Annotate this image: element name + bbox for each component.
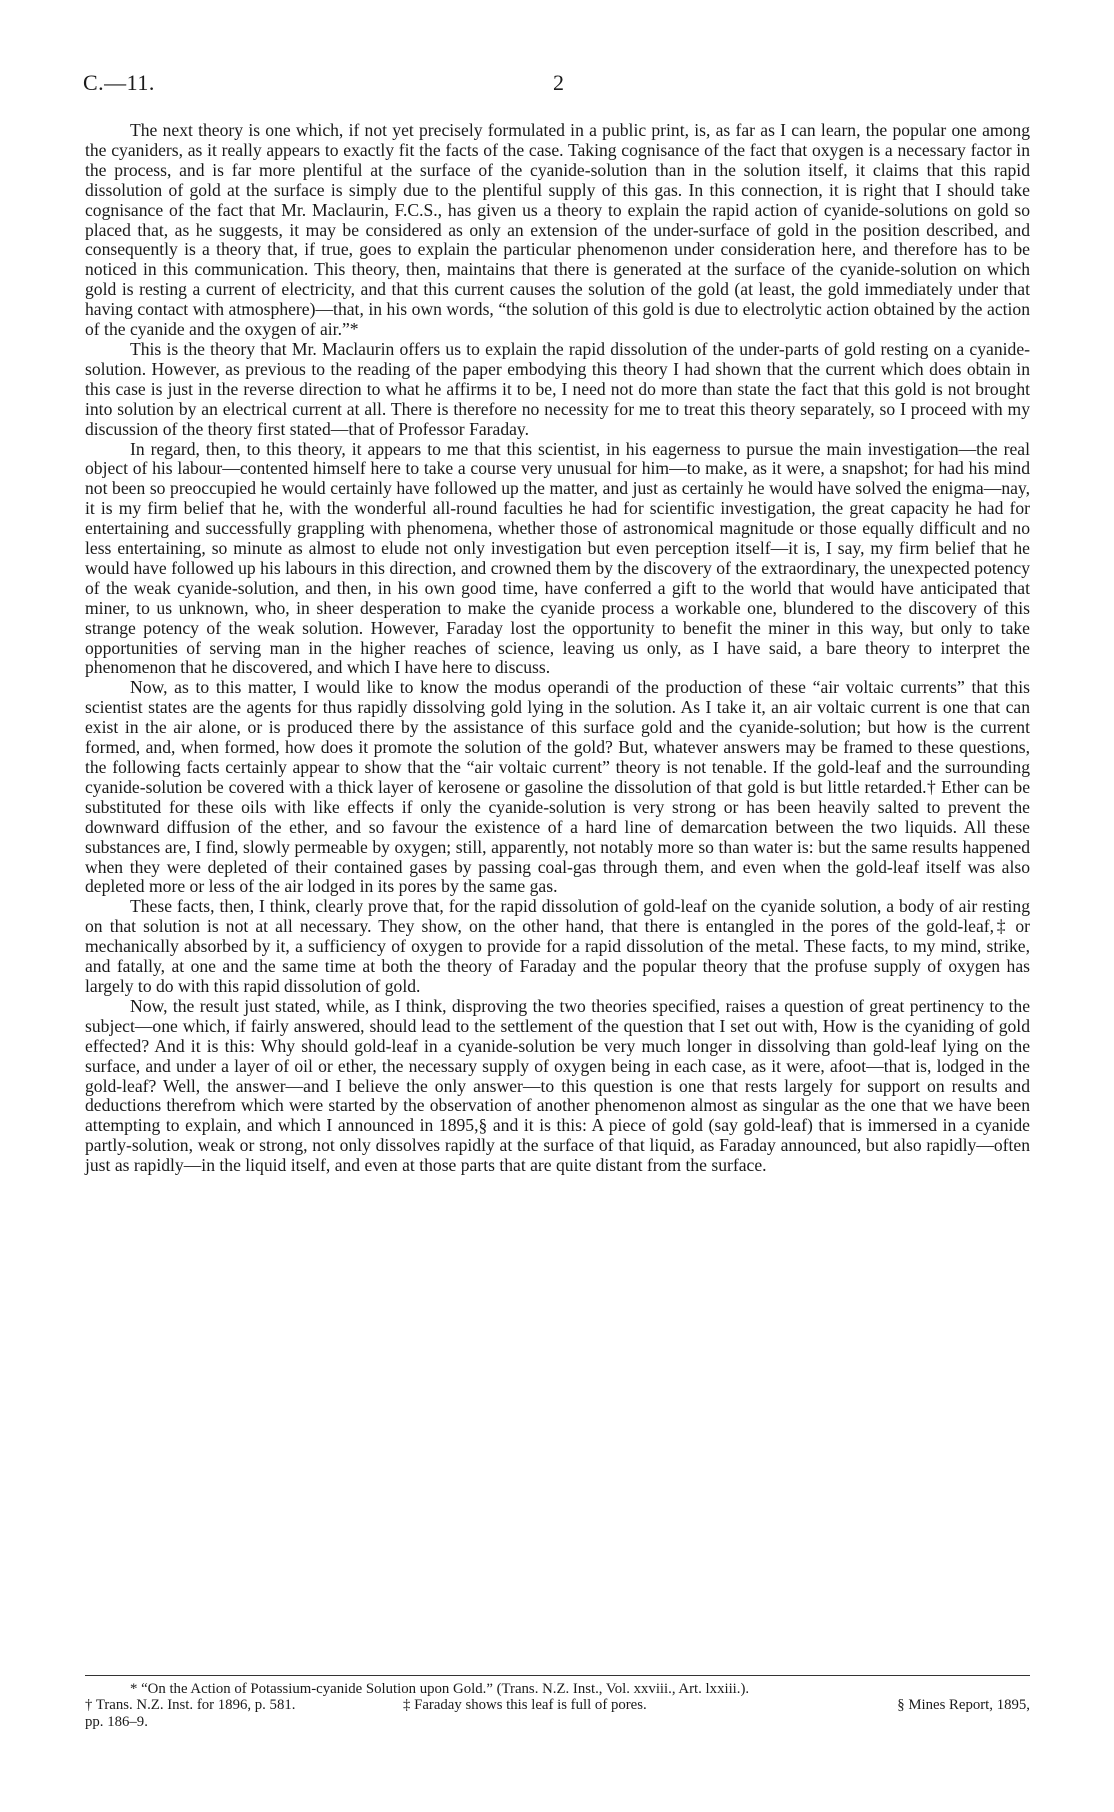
paragraph: The next theory is one which, if not yet precisely formulated in a public print, is, as far as I can learn, the popular one among the cyaniders, as it really appears to exactly fit the facts of the case. Taking cognisance of the fact that oxygen is a necessary factor in the process, and is far more plentiful at the surface of the cyanide-solution than in the solution itself, it claims that this rapid dissolution of gold at the surface is simply due to the plentiful supply of this gas. In this connection, it is right that I should take cognisance of the fact that Mr. Maclaurin, F.C.S., has given us a theory to explain the rapid action of cyanide-solutions on gold so placed that, as he suggests, it may be considered as only an extension of the under-surface of gold in the position described, and consequently is a theory that, if true, goes to explain the particular phenomenon under consideration here, and therefore has to be noticed in this communication. This theory, then, maintains that there is generated at the surface of the cyanide-solution on which gold is resting a current of electricity, and that this current causes the solution of the gold (at least, the gold immediately under that having contact with atmosphere)—that, in his own words, “the solution of this gold is due to electrolytic action obtained by the action of the cyanide and the oxygen of air.”* [85, 120, 1030, 340]
footnote-divider [85, 1675, 1030, 1676]
paragraph: This is the theory that Mr. Maclaurin offers us to explain the rapid dissolution of the under-parts of gold resting on a cyanide-solution. However, as previous to the reading of the paper embodying this theory I had shown that the current which does obtain in this case is just in the reverse direction to what he affirms it to be, I need not do more than state the fact that this gold is not brought into solution by an electrical current at all. There is therefore no necessity for me to treat this theory separately, so I proceed with my discussion of the theory first stated—that of Professor Faraday. [85, 338, 1030, 439]
footnote-section-continued: pp. 186–9. [85, 1714, 148, 1731]
footnote-dagger: † Trans. N.Z. Inst. for 1896, p. 581. [85, 1697, 296, 1714]
body-text [85, 121, 1030, 1176]
footnote-double-dagger: ‡ Faraday shows this leaf is full of pores. [403, 1697, 647, 1714]
paragraph: These facts, then, I think, clearly prove that, for the rapid dissolution of gold-leaf on the cyanide solution, a body of air resting on that solution is not at all necessary. They show, on the other hand, that there is entangled in the pores of the gold-leaf,‡ or mechanically absorbed by it, a sufficiency of oxygen to provide for a rapid dissolution of the metal. These facts, to my mind, strike, and fatally, at one and the same time at both the theory of Faraday and the popular theory that the profuse supply of oxygen has largely to do with this rapid dissolution of gold. [85, 896, 1030, 996]
document-code: C.—11. [83, 70, 155, 95]
footnote-star: * “On the Action of Potassium-cyanide Solution upon Gold.” (Trans. N.Z. Inst., Vol. xxviii., Art. lxxiii.). [130, 1681, 750, 1697]
paragraph: Now, the result just stated, while, as I think, disproving the two theories specified, raises a question of great pertinency to the subject—one which, if fairly answered, should lead to the settlement of the question that I set out with, How is the cyaniding of gold effected? And it is this: Why should gold-leaf in a cyanide-solution be very much longer in dissolving than gold-leaf lying on the surface, and under a layer of oil or ether, the necessary supply of oxygen being in each case, as it were, afoot—that is, lodged in the gold-leaf? Well, the answer—and I believe the only answer—to this question is one that rests largely for support on results and deductions therefrom which were started by the observation of another phenomenon almost as singular as the one that we have been attempting to explain, and which I announced in 1895,§ and it is this: A piece of gold (say gold-leaf) that is immersed in a cyanide partly-solution, weak or strong, not only dissolves rapidly at the surface of that liquid, as Faraday announced, but also rapidly—often just as rapidly—in the liquid itself, and even at those parts that are quite distant from the surface. [85, 995, 1030, 1176]
paragraph: In regard, then, to this theory, it appears to me that this scientist, in his eagerness to pursue the main investigation—the real object of his labour—contented himself here to take a course very unusual for him—to make, as it were, a snapshot; for had his mind not been so preoccupied he would certainly have followed up the matter, and just as certainly he would have solved the enigma—nay, it is my firm belief that he, with the wonderful all-round faculties he had for scientific investigation, the great capacity he had for entertaining and successfully grappling with phenomena, whether those of astronomical magnitude or those equally difficult and no less entertaining, so minute as almost to elude not only investigation but even perception itself—it is, I say, my firm belief that he would have followed up his labours in this direction, and crowned them by the discovery of the extraordinary, the unexpected potency of the weak cyanide-solution, and then, in his own good time, have conferred a gift to the world that would have anticipated that miner, to us unknown, who, in sheer desperation to make the cyanide process a workable one, blundered to the discovery of this strange potency of the weak solution. However, Faraday lost the opportunity to benefit the miner in this way, but only to take opportunities of serving man in the higher reaches of science, leaving us only, as I have said, a bare theory to interpret the phenomenon that he discovered, and which I have here to discuss. [85, 438, 1030, 678]
footnotes [85, 1681, 1030, 1731]
page-number: 2 [553, 70, 564, 95]
footnote-row [85, 1697, 1030, 1714]
footnote-section: § Mines Report, 1895, [897, 1697, 1030, 1714]
paragraph: Now, as to this matter, I would like to know the modus operandi of the production of these “air voltaic currents” that this scientist states are the agents for thus rapidly dissolving gold lying in the solution. As I take it, an air voltaic current is one that can exist in the air alone, or is produced there by the assistance of this surface gold and the cyanide-solution; but how is the current formed, and, when formed, how does it promote the solution of the gold? But, whatever answers may be framed to these questions, the following facts certainly appear to show that the “air voltaic current” theory is not tenable. If the gold-leaf and the surrounding cyanide-solution be covered with a thick layer of kerosene or gasoline the dissolution of that gold is but little retarded.† Ether can be substituted for these oils with like effects if only the cyanide-solution is very strong or has been heavily salted to prevent the downward diffusion of the ether, and so favour the existence of a hard line of demarcation between the two liquids. All these substances are, I find, slowly permeable by oxygen; still, apparently, not notably more so than water is: but the same results happened when they were depleted of their contained gases by passing coal-gas through them, and even when the gold-leaf itself was also depleted more or less of the air lodged in its pores by the same gas. [85, 677, 1030, 897]
page-header [83, 70, 1033, 100]
